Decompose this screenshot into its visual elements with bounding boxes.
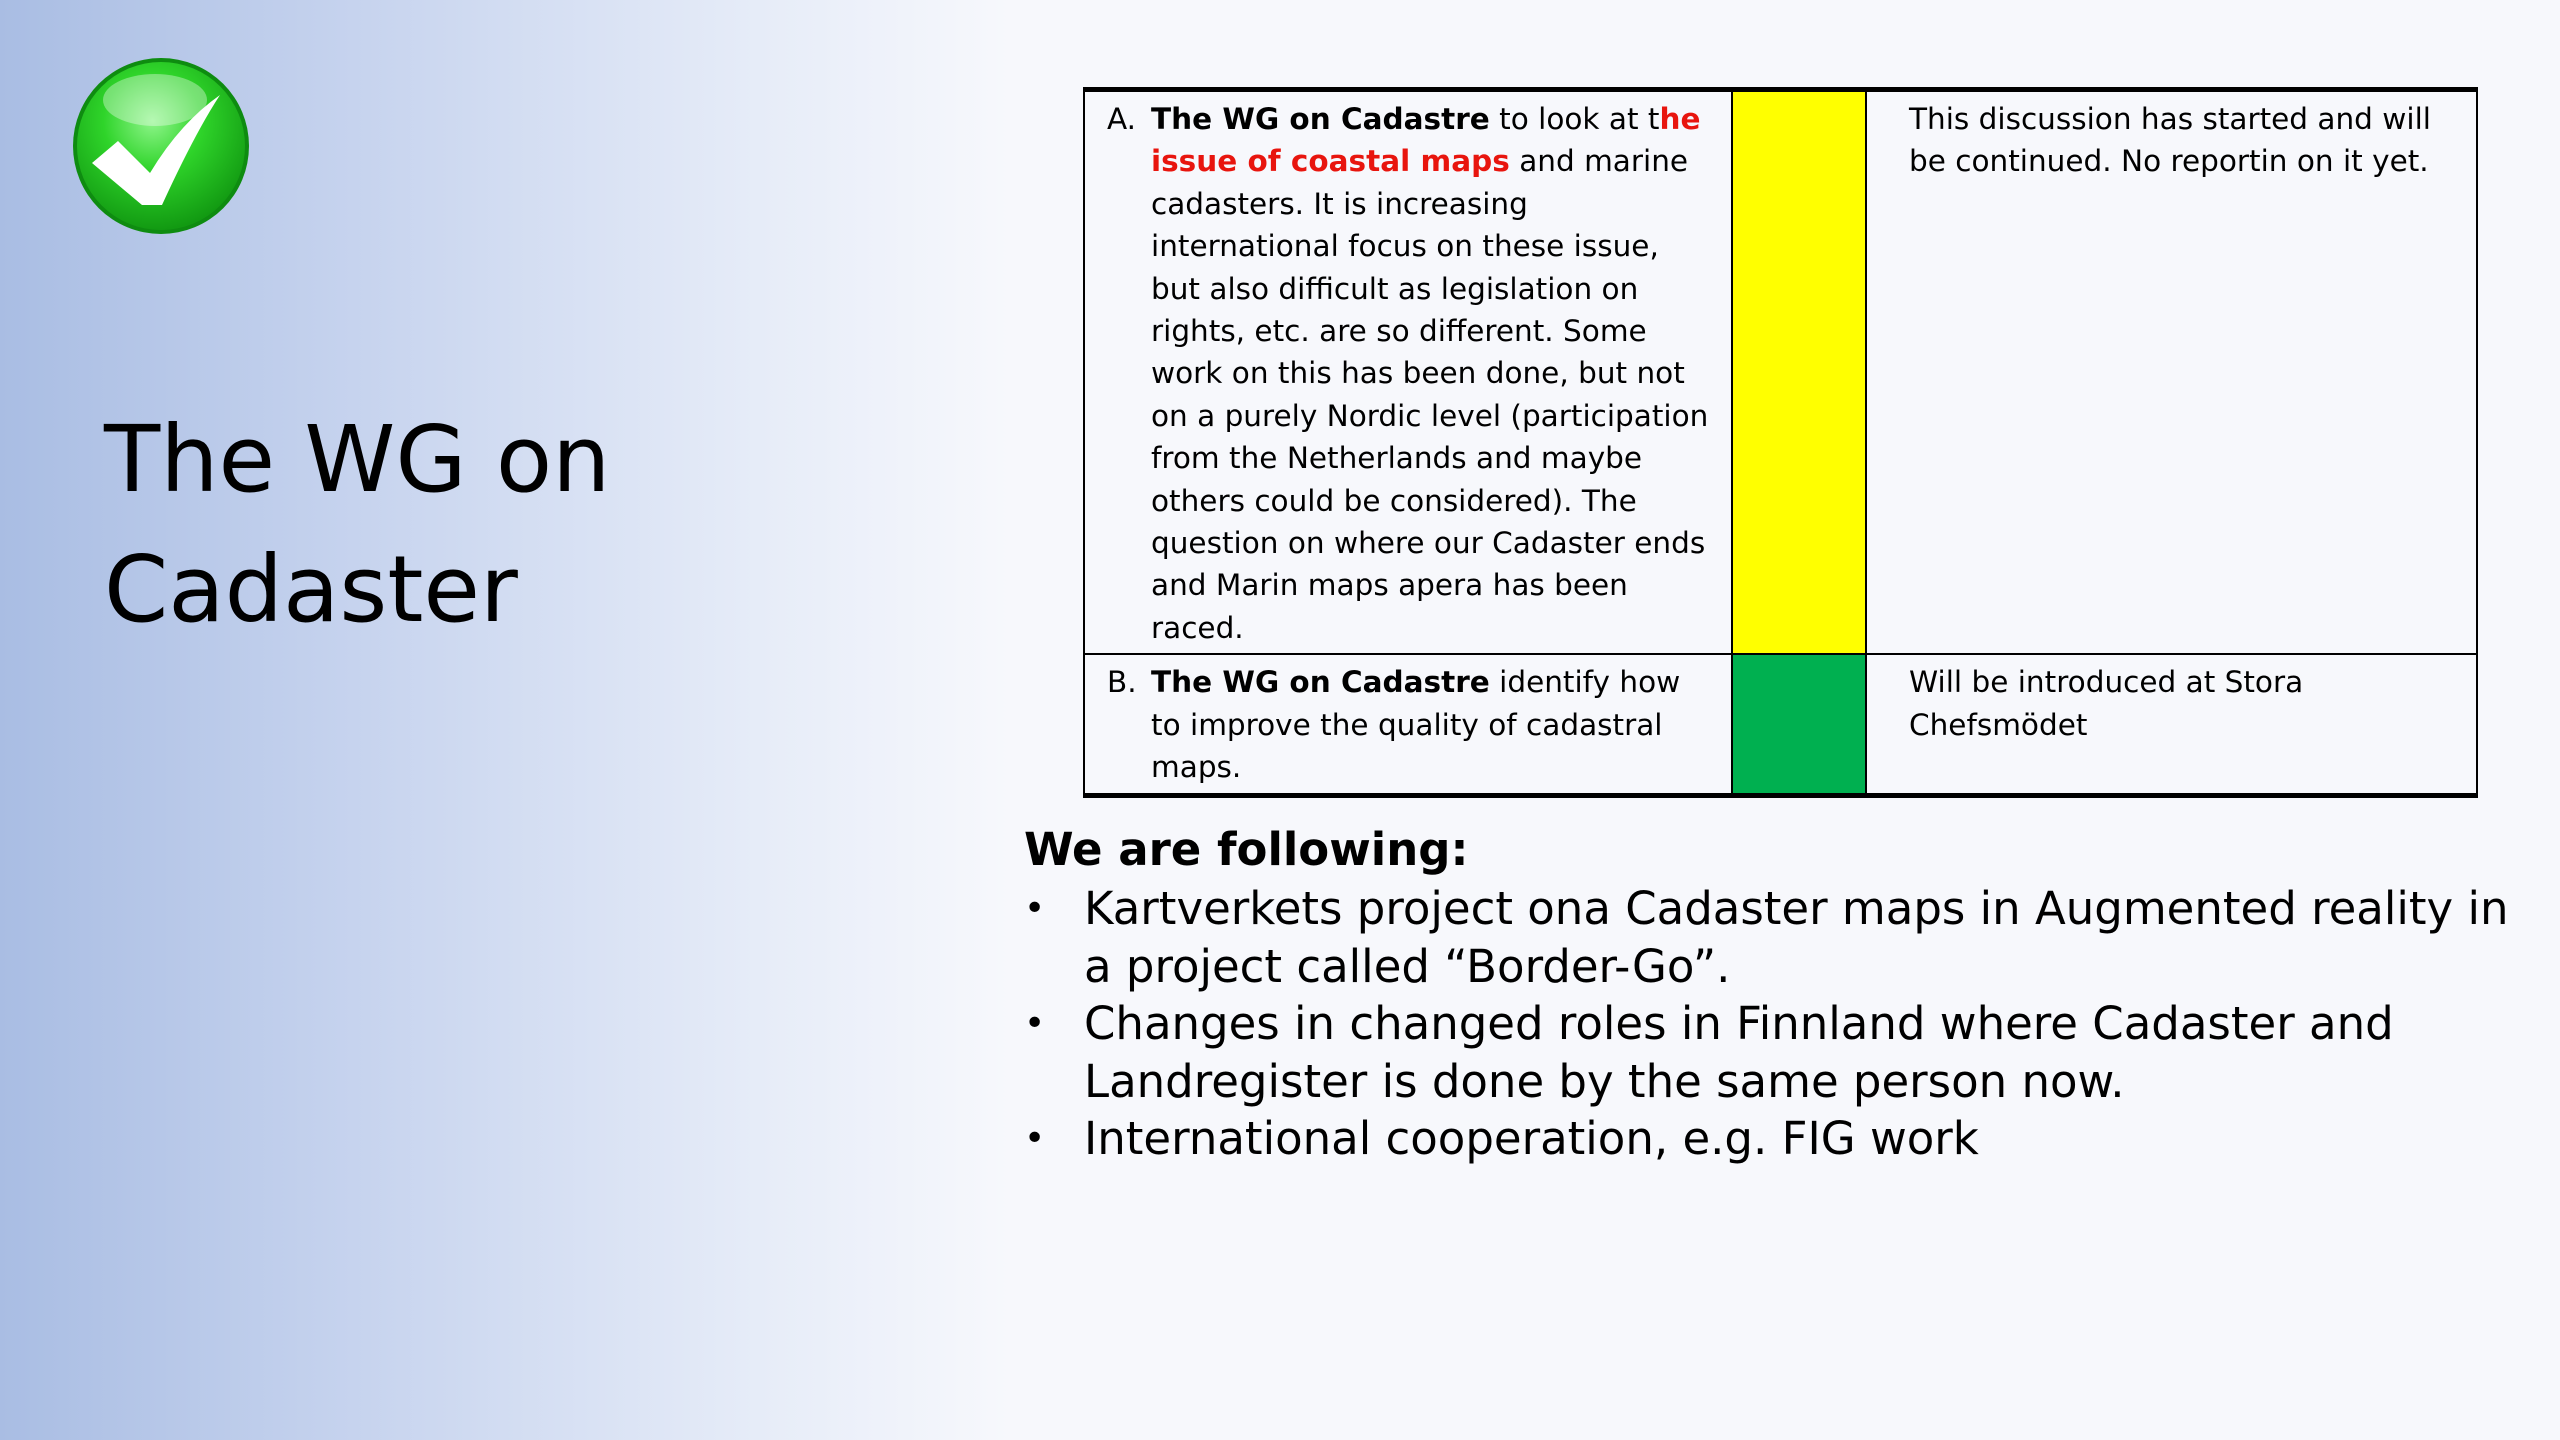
comment-cell: This discussion has started and will be continued. No reportin on it yet. — [1866, 90, 2477, 655]
list-item — [1024, 1110, 2524, 1168]
task-highlight-text: he issue of coastal maps — [1151, 102, 1701, 179]
list-item — [1024, 995, 2524, 1110]
list-item — [1024, 880, 2524, 995]
task-bold-lead: The WG on Cadastre — [1151, 102, 1490, 136]
title-line-1: The WG on — [104, 406, 611, 513]
task-text — [1151, 98, 1717, 649]
comment-cell: Will be introduced at Stora Chefsmödet — [1866, 654, 2477, 795]
status-green-cell — [1732, 654, 1866, 795]
table-row — [1084, 90, 2477, 655]
title-line-2: Cadaster — [104, 536, 518, 643]
list-item-text: Changes in changed roles in Finnland where Cadaster and Landregister is done by the same person now. — [1084, 997, 2394, 1108]
following-list — [1024, 880, 2524, 1168]
task-text-part: to look at t — [1489, 102, 1660, 136]
list-item-text: International cooperation, e.g. FIG work — [1084, 1112, 1979, 1165]
table-row — [1084, 654, 2477, 795]
task-text-part: identify how to improve the quality of cadastral maps. — [1151, 665, 1681, 785]
task-bold-lead: The WG on Cadastre — [1151, 665, 1490, 700]
slide-title — [104, 395, 904, 655]
task-cell — [1084, 654, 1732, 795]
status-yellow-cell — [1732, 90, 1866, 655]
task-cell — [1084, 90, 1732, 655]
status-table — [1083, 87, 2478, 798]
task-text-part: and marine cadasters. It is increasing international focus on these issue, but also difficult as legislation on rights, etc. are so different. Some work on this has been done, but not on a purely Nordic level (participation from the Netherlands and maybe others could be considered). The question on where our Cadaster ends and Marin maps apera has been raced. — [1151, 144, 1709, 645]
task-letter: A. — [1107, 102, 1137, 136]
bullet-icon: • — [1024, 1003, 1046, 1044]
list-item-text: Kartverkets project ona Cadaster maps in Augmented reality in a project called “Border-Go”. — [1084, 882, 2509, 993]
task-text — [1151, 661, 1717, 788]
checkmark-icon — [70, 55, 252, 237]
bullet-icon: • — [1024, 1118, 1046, 1159]
following-section — [1024, 820, 2524, 1168]
bullet-icon: • — [1024, 888, 1046, 929]
following-heading: We are following: — [1024, 823, 1469, 876]
task-letter: B. — [1107, 665, 1137, 700]
